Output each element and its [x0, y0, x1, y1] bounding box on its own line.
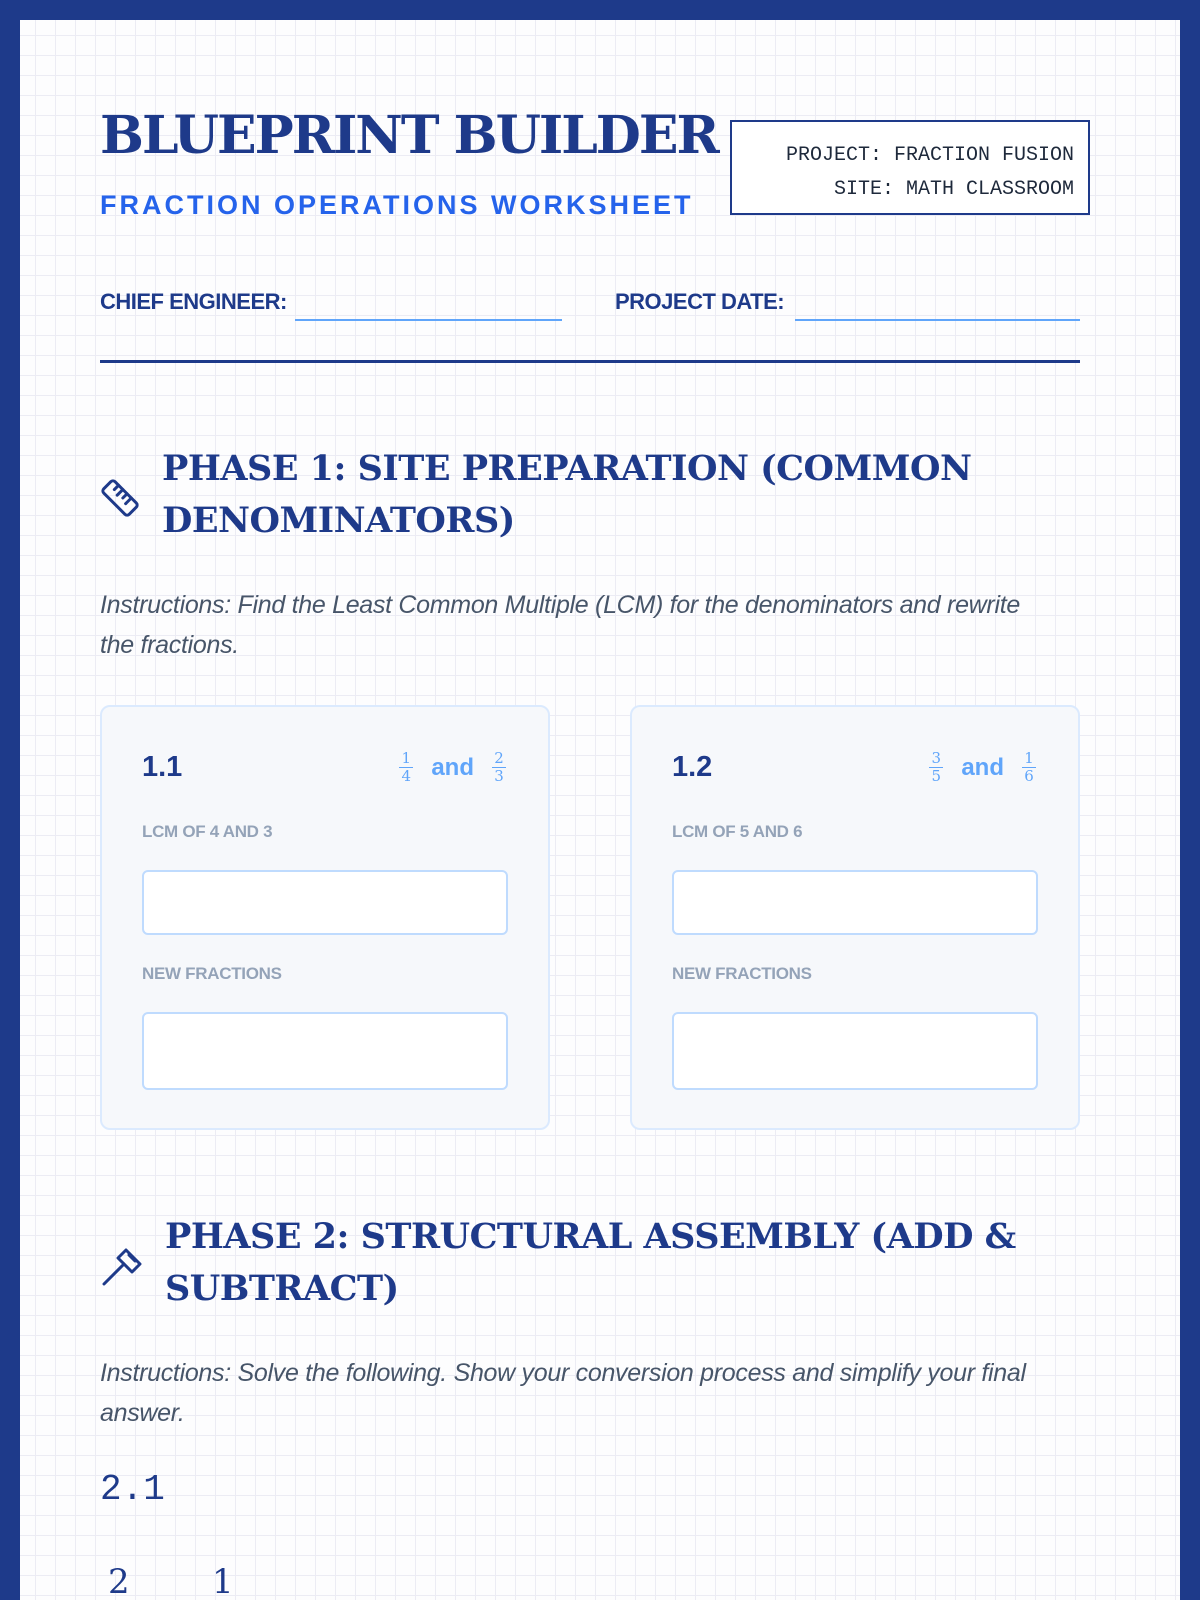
engineer-name-field[interactable] — [295, 319, 562, 321]
lcm-label: LCM OF 4 AND 3 — [142, 822, 273, 841]
numerator: 3 — [931, 749, 942, 767]
project-site: SITE: MATH CLASSROOM — [833, 178, 1074, 201]
fraction-pair — [929, 751, 1036, 784]
worksheet-page — [20, 20, 1180, 1600]
denominator: 6 — [1024, 767, 1034, 785]
phase-2-instructions: Instructions: Solve the following. Show your conversion process and simplify your final answer. — [100, 1359, 1026, 1427]
lcm-answer-box[interactable] — [142, 870, 508, 935]
header-divider — [100, 360, 1080, 363]
problem-number: 1.1 — [142, 751, 183, 783]
hammer-icon — [100, 1246, 144, 1290]
fraction-b — [492, 751, 506, 784]
new-fractions-answer-box[interactable] — [142, 1012, 508, 1090]
denominator: 5 — [931, 767, 942, 785]
problem-2-1-number: 2.1 — [100, 1469, 165, 1510]
problem-number: 1.2 — [672, 751, 713, 783]
numerator: 2 — [108, 1562, 130, 1600]
numerator: 1 — [1024, 749, 1034, 767]
phase-1-title: PHASE 1: SITE PREPARATION (COMMON DENOMINATORS) — [162, 448, 972, 541]
project-name: PROJECT: FRACTION FUSION — [785, 144, 1074, 167]
new-fractions-answer-box[interactable] — [672, 1012, 1038, 1090]
project-date-field[interactable] — [795, 319, 1080, 321]
fraction-a — [399, 751, 413, 784]
fraction-pair — [399, 751, 506, 784]
phase-1-instructions: Instructions: Find the Least Common Multiple (LCM) for the denominators and rewrite the fractions. — [100, 591, 1020, 659]
new-fractions-label: NEW FRACTIONS — [672, 964, 812, 983]
lcm-answer-box[interactable] — [672, 870, 1038, 935]
problem-card-1-1 — [100, 705, 550, 1130]
engineer-label: CHIEF ENGINEER: — [100, 289, 287, 314]
fraction-b — [1022, 751, 1036, 784]
problem-card-1-2 — [630, 705, 1080, 1130]
worksheet-subtitle: FRACTION OPERATIONS WORKSHEET — [100, 190, 694, 220]
numerator: 1 — [401, 749, 412, 767]
lcm-label: LCM OF 5 AND 6 — [672, 822, 803, 841]
connector-word: and — [431, 753, 474, 781]
new-fractions-label: NEW FRACTIONS — [142, 964, 282, 983]
date-label: PROJECT DATE: — [615, 289, 785, 314]
worksheet-title: BLUEPRINT BUILDER — [100, 105, 718, 166]
phase-2-title: PHASE 2: STRUCTURAL ASSEMBLY (ADD & SUBTRACT) — [165, 1216, 1016, 1309]
denominator: 4 — [401, 767, 412, 785]
numerator: 2 — [494, 749, 504, 767]
connector-word: and — [961, 753, 1004, 781]
project-info-box — [730, 120, 1090, 215]
ruler-icon — [98, 476, 142, 520]
numerator: 1 — [212, 1562, 234, 1600]
denominator: 3 — [494, 767, 504, 785]
fraction-a — [929, 751, 943, 784]
